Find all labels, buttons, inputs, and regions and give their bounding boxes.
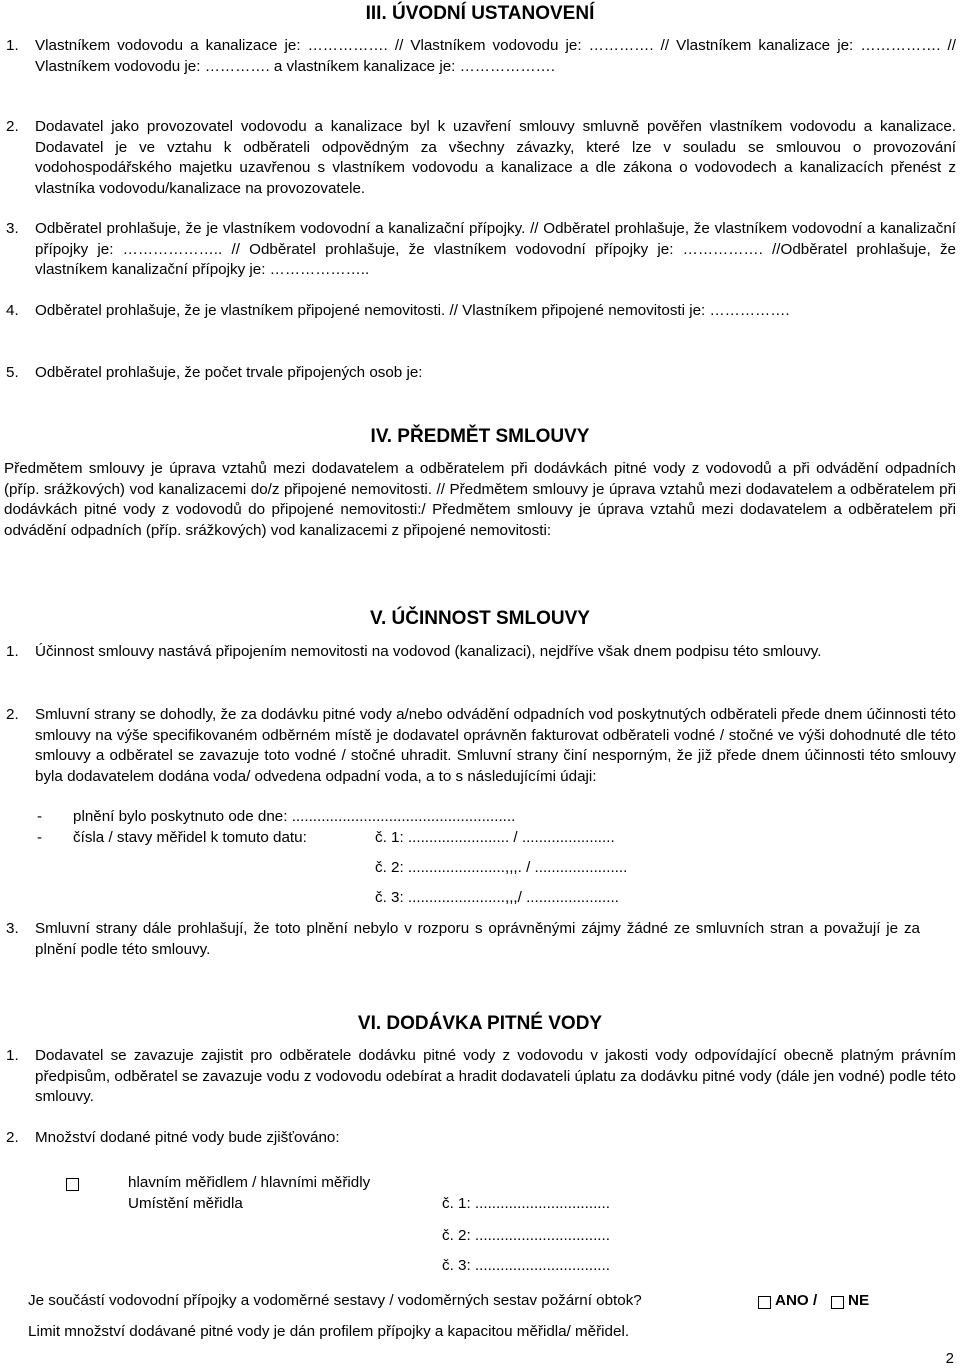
section-5-item-1 bbox=[0, 642, 960, 663]
section-6-item-1 bbox=[0, 1046, 960, 1108]
dash-bullet: - bbox=[37, 829, 43, 846]
section-6-item-2 bbox=[0, 1128, 960, 1149]
meter-value-1: č. 1: ........................ / ...................... bbox=[375, 829, 615, 846]
item-text: Smluvní strany dále prohlašují, že toto plnění nebylo v rozporu s oprávněnými zájmy žádné ze smluvních stran a považují je za plnění podle této smlouvy. bbox=[35, 920, 920, 958]
section-3-item-1 bbox=[0, 36, 960, 77]
dash-label: plnění bylo poskytnuto ode dne: ..................................................... bbox=[73, 808, 516, 825]
item-text: Dodavatel se zavazuje zajistit pro odběratele dodávku pitné vody z vodovodu v jakosti vody odpovídající obecně platným právním předpisům, odběratel se zavazuje vodu z vodovodu odebírat a hradit dodavateli úplatu za dodávku pitné vody (dále jen vodné) podle této smlouvy. bbox=[35, 1047, 956, 1105]
item-text: Množství dodané pitné vody bude zjišťováno: bbox=[35, 1129, 340, 1146]
ne-label: NE bbox=[848, 1292, 870, 1309]
item-text: Dodavatel jako provozovatel vodovodu a kanalizace byl k uzavření smlouvy smluvně pověřen vlastníkem vodovodu a kanalizace. Dodavatel je ve vztahu k odběrateli odpovědným za všechny závazky, které lze v souladu se smlouvou o provozování vodohospodářského majetku uzavřenou s vlastníkem vodovodu a kanalizace a dle zákona o vodovodech a kanalizacích přenést z vlastníka vodovodu/kanalizace na provozovatele. bbox=[35, 118, 956, 197]
ne-checkbox[interactable] bbox=[831, 1296, 844, 1309]
meter-location-row bbox=[0, 1194, 960, 1215]
meter-value-3: č. 3: .......................,,,/ ...................... bbox=[375, 889, 619, 906]
limit-row bbox=[0, 1322, 960, 1343]
item-number: 2. bbox=[6, 118, 19, 135]
limit-text: Limit množství dodávané pitné vody je dán profilem přípojky a kapacitou měřidla/ měřidel. bbox=[28, 1323, 630, 1340]
meter-location-label: Umístění měřidla bbox=[128, 1195, 243, 1212]
section-3-title: III. ÚVODNÍ USTANOVENÍ bbox=[365, 3, 595, 24]
section-5-item-3 bbox=[0, 919, 960, 960]
meter-location-2: č. 2: ................................ bbox=[442, 1227, 610, 1244]
item-number: 4. bbox=[6, 302, 19, 319]
item-number: 2. bbox=[6, 706, 19, 723]
section-4-text: Předmětem smlouvy je úprava vztahů mezi dodavatelem a odběratelem při dodávkách pitné vody z vodovodů a při odvádění odpadních (příp. srážkových) vod kanalizacemi do/z připojené nemovitosti. // Předmětem smlouvy je úprava vztahů mezi dodavatelem a odběratelem při dodávkách pitné vody z vodovodů do připojené nemovitosti:/ Předmětem smlouvy je úprava vztahů mezi dodavatelem a odběratelem při odvádění odpadních (příp. srážkových) vod kanalizacemi z připojené nemovitosti: bbox=[4, 460, 956, 539]
main-meter-label: hlavním měřidlem / hlavními měřidly bbox=[128, 1174, 371, 1191]
fire-bypass-question: Je součástí vodovodní přípojky a vodoměrné sestavy / vodoměrných sestav požární obtok? bbox=[28, 1292, 642, 1309]
section-6-title: VI. DODÁVKA PITNÉ VODY bbox=[357, 1013, 603, 1034]
item-number: 2. bbox=[6, 1129, 19, 1146]
item-text: Odběratel prohlašuje, že je vlastníkem připojené nemovitosti. // Vlastníkem připojené nemovitosti je: ……………. bbox=[35, 302, 790, 319]
meter-location-1: č. 1: ................................ bbox=[442, 1195, 610, 1212]
ano-checkbox[interactable] bbox=[758, 1296, 771, 1309]
dash-label: čísla / stavy měřidel k tomuto datu: bbox=[73, 829, 307, 846]
item-number: 3. bbox=[6, 220, 19, 237]
item-text: Vlastníkem vodovodu a kanalizace je: ……………. // Vlastníkem vodovodu je: …………. // Vlastníkem kanalizace je: ……………. // Vlastníkem vodovodu je: …………. a vlastníkem kanalizace je: ………………. bbox=[35, 37, 956, 75]
item-number: 3. bbox=[6, 920, 19, 937]
fire-bypass-row bbox=[0, 1291, 960, 1312]
section-4-body bbox=[0, 459, 960, 541]
item-text: Odběratel prohlašuje, že počet trvale připojených osob je: bbox=[35, 364, 423, 381]
item-text: Účinnost smlouvy nastává připojením nemovitosti na vodovod (kanalizaci), nejdříve však dnem podpisu této smlouvy. bbox=[35, 643, 822, 660]
page-number: 2 bbox=[945, 1350, 954, 1367]
section-5-item-2 bbox=[0, 705, 960, 787]
ano-label: ANO / bbox=[775, 1292, 818, 1309]
item-number: 5. bbox=[6, 364, 19, 381]
dash-bullet: - bbox=[37, 808, 43, 825]
main-meter-checkbox[interactable] bbox=[66, 1178, 79, 1191]
meter-location-3: č. 3: ................................ bbox=[442, 1257, 610, 1274]
meter-option-row bbox=[0, 1173, 960, 1194]
section-3-item-2 bbox=[0, 117, 960, 199]
section-3-item-4 bbox=[0, 301, 960, 322]
meter-location-row-3 bbox=[0, 1256, 960, 1277]
item-number: 1. bbox=[6, 37, 19, 54]
item-text: Smluvní strany se dohodly, že za dodávku pitné vody a/nebo odvádění odpadních vod poskytnutých odběrateli přede dnem účinnosti této smlouvy na výše specifikovaném odběrném místě je dodavatel oprávněn fakturovat odběrateli vodné / stočné ve výši dohodnuté dle této smlouvy a odběratel se zavazuje toto vodné / stočné uhradit. Smluvní strany činí nesporným, že již přede dnem účinnosti této smlouvy byla dodavatelem dodána voda/ odvedena odpadní voda, a to s následujícími údaji: bbox=[35, 706, 956, 785]
item-text: Odběratel prohlašuje, že je vlastníkem vodovodní a kanalizační přípojky. // Odběratel prohlašuje, že vlastníkem vodovodní a kanalizační přípojky je: ……………….. // Odběratel prohlašuje, že vlastníkem vodovodní přípojky je: ……………. //Odběratel prohlašuje, že vlastníkem kanalizační přípojky je: ……………….. bbox=[35, 220, 956, 278]
item-number: 1. bbox=[6, 1047, 19, 1064]
section-3-item-3 bbox=[0, 219, 960, 281]
section-3-item-5 bbox=[0, 363, 960, 384]
meter-location-row-2 bbox=[0, 1226, 960, 1247]
section-4-title: IV. PŘEDMĚT SMLOUVY bbox=[370, 426, 590, 447]
section-5-title: V. ÚČINNOST SMLOUVY bbox=[370, 608, 590, 629]
item-number: 1. bbox=[6, 643, 19, 660]
meter-value-2: č. 2: .......................,,,. / ...................... bbox=[375, 859, 628, 876]
